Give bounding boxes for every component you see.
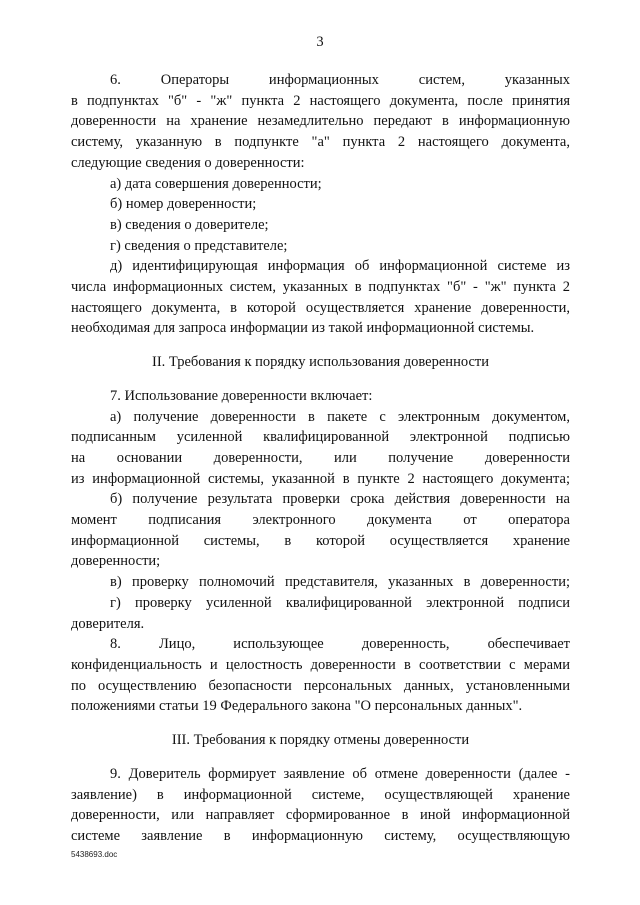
text-line: заявление) в информационной системе, осуществляющей хранение — [71, 786, 570, 803]
paragraph-gap — [71, 751, 570, 764]
text-line: положениями статьи 19 Федерального закона "О персональных данных". — [71, 698, 523, 715]
text-line: момент подписания электронного документа от оператора — [71, 512, 570, 529]
text-line: доверенности на хранение незамедлительно передают в информационную — [71, 113, 570, 130]
section-heading: III. Требования к порядку отмены доверенности — [171, 732, 470, 749]
text-line: необходимая для запроса информации из такой информационной системы. — [71, 320, 535, 337]
text-line: следующие сведения о доверенности: — [71, 154, 305, 171]
text-line: систему, указанную в подпункте "а" пункта 2 настоящего документа, — [71, 134, 570, 151]
text-line: в) проверку полномочий представителя, указанных в доверенности; — [110, 574, 570, 591]
text-line: на основании доверенности, или получение доверенности — [71, 449, 570, 466]
text-line: доверителя. — [71, 615, 145, 632]
paragraph-gap — [71, 717, 570, 730]
text-line: подписанным усиленной квалифицированной электронной подписью — [71, 429, 570, 446]
text-line: информационной системы, в которой осуществляется хранение — [71, 532, 570, 549]
text-line: числа информационных систем, указанных в подпунктах "б" - "ж" пункта 2 — [71, 279, 570, 296]
text-line: 7. Использование доверенности включает: — [110, 387, 373, 404]
text-line: из информационной системы, указанной в пункте 2 настоящего документа; — [71, 470, 570, 487]
text-line: доверенности, или направляет сформированное в иной информационной — [71, 807, 570, 824]
text-line: по осуществлению безопасности персональных данных, установленными — [71, 677, 570, 694]
text-line: 6. Операторы информационных систем, указанных — [110, 72, 570, 88]
paragraph-gap — [71, 339, 570, 352]
text-line: системе заявление в информационную систему, осуществляющую — [71, 827, 570, 844]
document-body — [71, 70, 570, 847]
text-line: в подпунктах "б" - "ж" пункта 2 настоящего документа, после принятия — [71, 92, 570, 109]
text-line: конфиденциальность и целостность доверенности в соответствии с мерами — [71, 656, 570, 673]
text-line: г) проверку усиленной квалифицированной электронной подписи — [110, 594, 570, 611]
page-number: 3 — [316, 34, 324, 50]
text-line: б) получение результата проверки срока действия доверенности на — [110, 491, 570, 508]
section-heading: II. Требования к порядку использования доверенности — [152, 354, 489, 371]
text-line: настоящего документа, в которой осуществляется хранение доверенности, — [71, 299, 570, 316]
text-line: а) дата совершения доверенности; — [110, 175, 322, 192]
text-line: 9. Доверитель формирует заявление об отмене доверенности (далее - — [110, 765, 570, 782]
text-line: д) идентифицирующая информация об информационной системе из — [110, 258, 570, 275]
paragraph-gap — [71, 373, 570, 386]
text-line: в) сведения о доверителе; — [110, 216, 269, 233]
text-line: а) получение доверенности в пакете с электронным документом, — [110, 408, 570, 425]
text-line: б) номер доверенности; — [110, 196, 257, 213]
text-line: 8. Лицо, использующее доверенность, обеспечивает — [110, 636, 570, 653]
text-line: г) сведения о представителе; — [110, 237, 288, 254]
text-line: доверенности; — [71, 553, 161, 570]
file-name-footer: 5438693.doc — [71, 850, 118, 859]
